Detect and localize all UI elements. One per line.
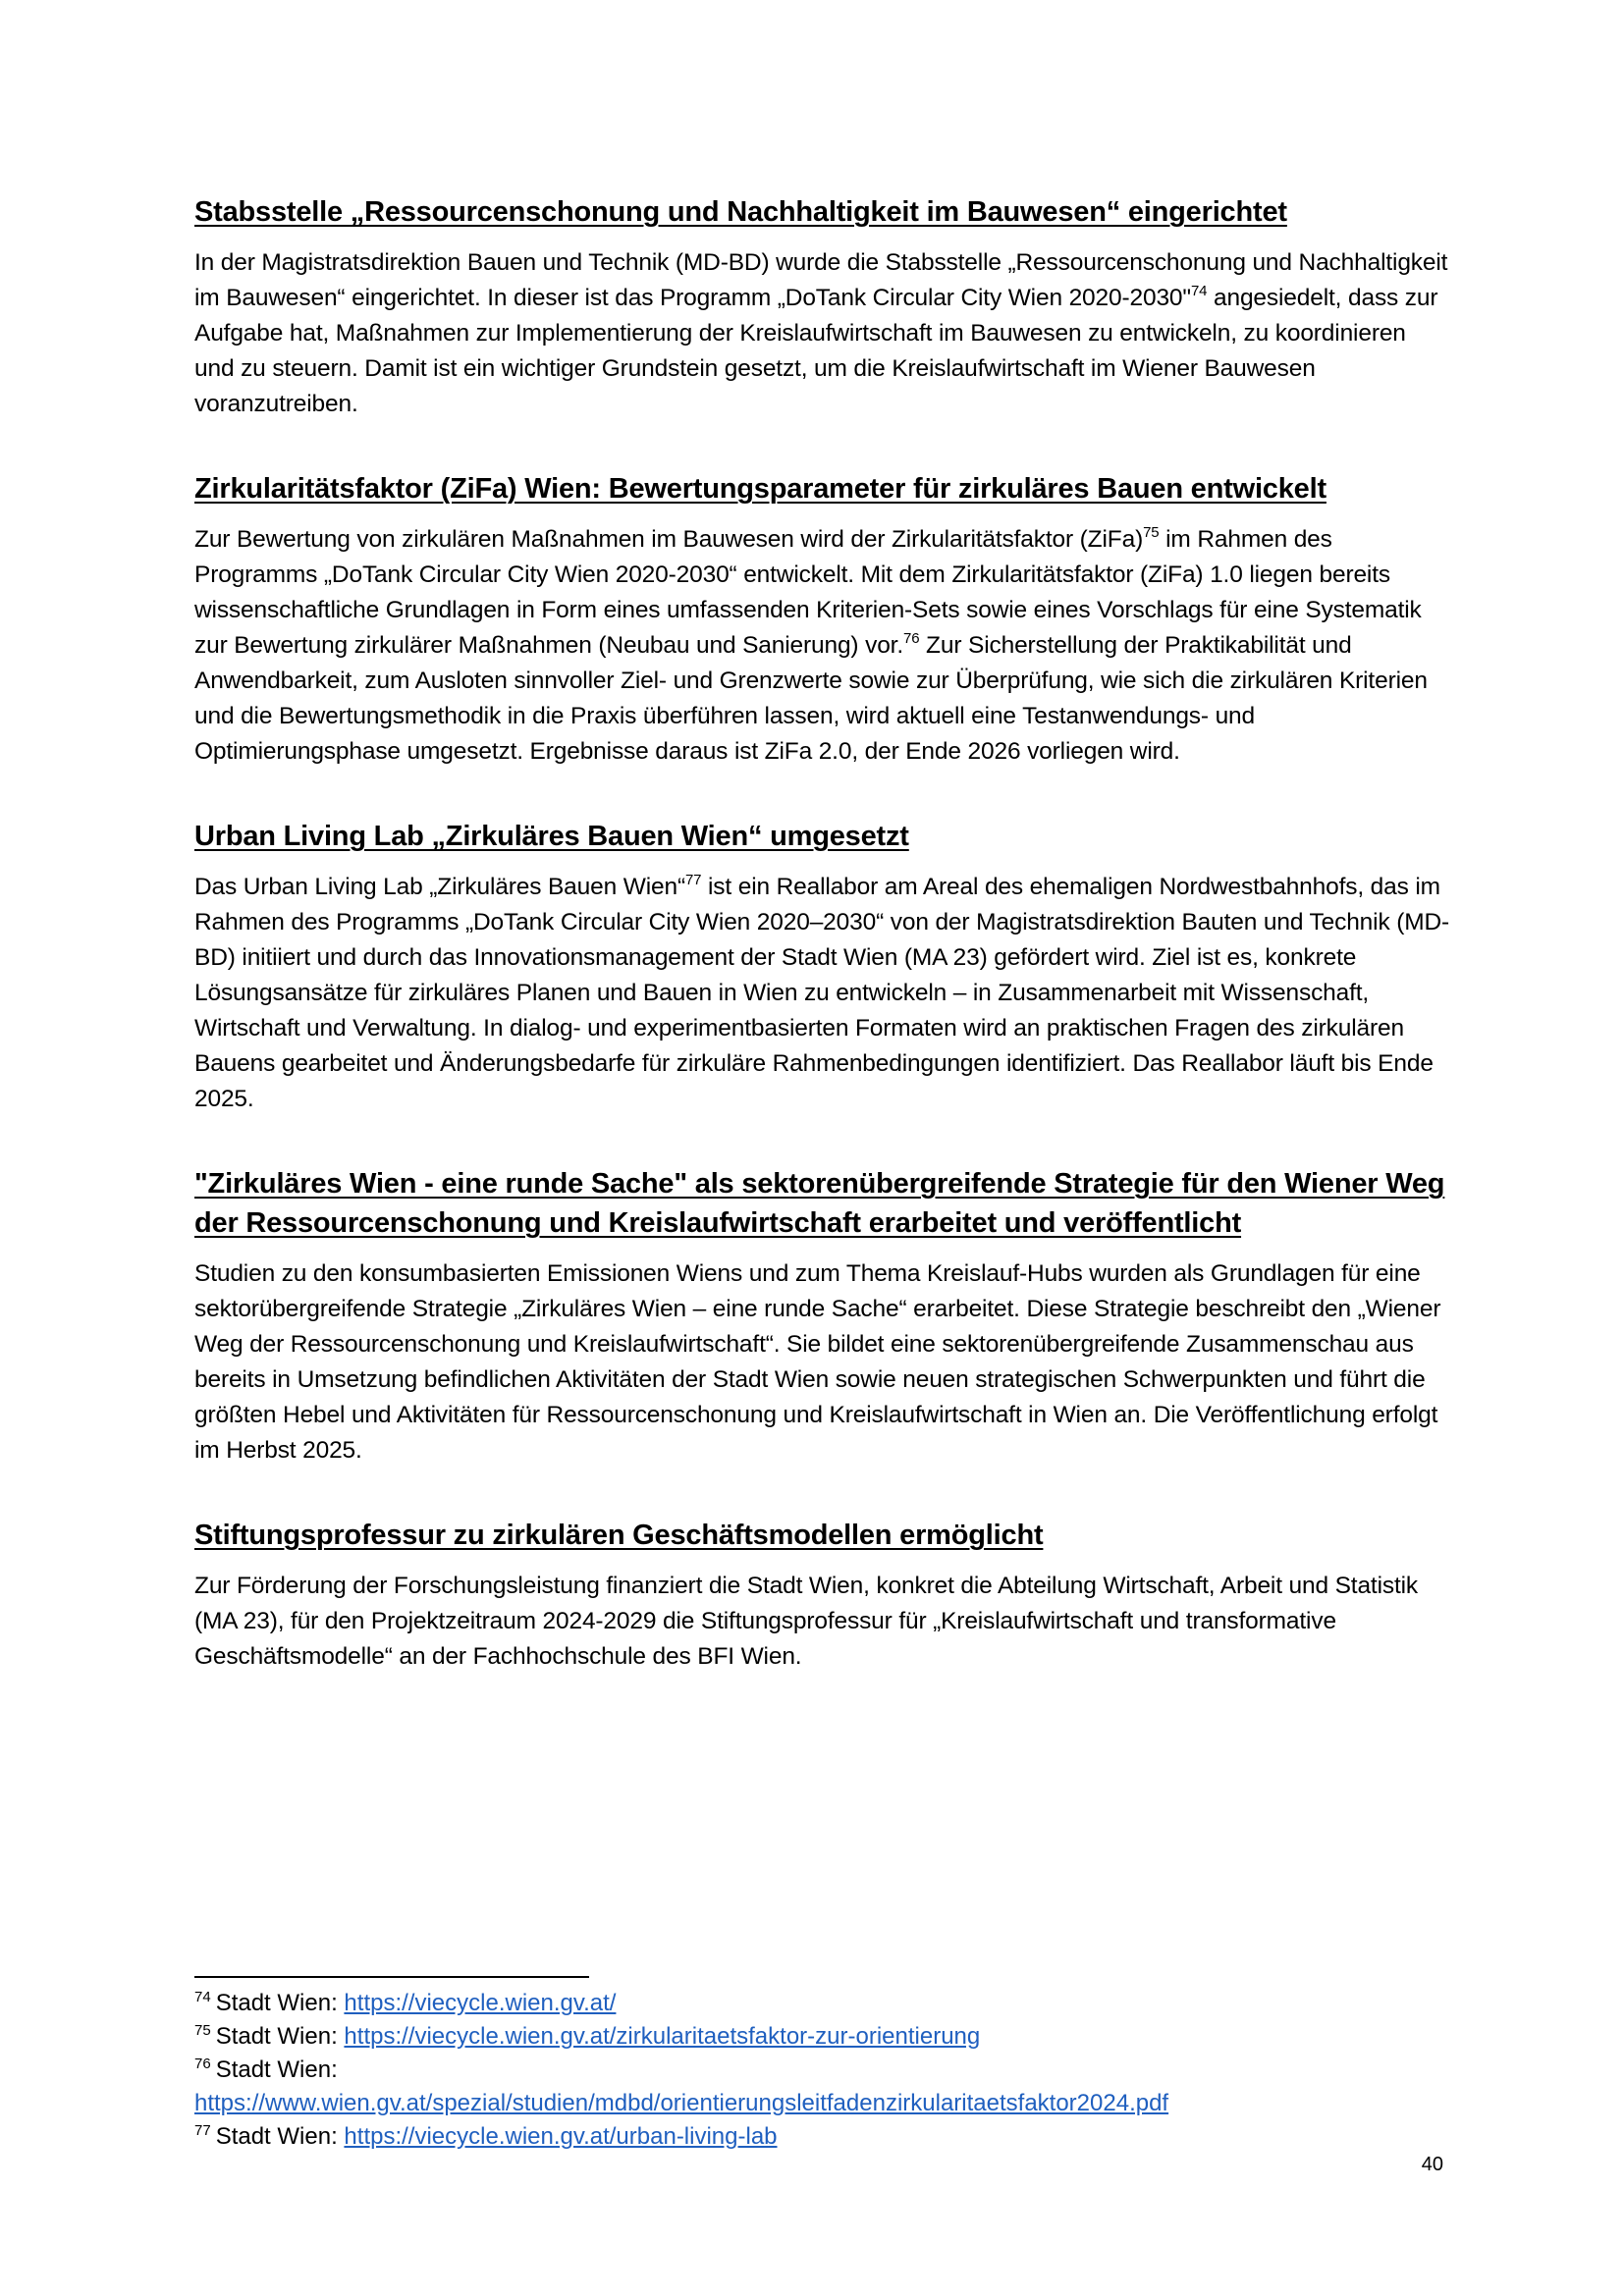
- footnote-link[interactable]: https://www.wien.gv.at/spezial/studien/mdbd/orientierungsleitfadenzirkularitaetsfaktor2024.pdf: [194, 2090, 1169, 2116]
- body-text: ist ein Reallabor am Areal des ehemaligen Nordwestbahnhofs, das im Rahmen des Programms „DoTank Circular City Wien 2020–2030“ von der Magistratsdirektion Bauten und Technik (MD-BD) initiiert und durch das Innovationsmanagement der Stadt Wien (MA 23) gefördert wird. Ziel ist es, konkrete Lösungsansätze für zirkuläres Planen und Bauen in Wien zu entwickeln – in Zusammenarbeit mit Wissenschaft, Wirtschaft und Verwaltung. In dialog- und experimentbasierten Formaten wird an praktischen Fragen des zirkulären Bauens gearbeitet und Änderungsbedarfe für zirkuläre Rahmenbedingungen identifiziert. Das Reallabor läuft bis Ende 2025.: [194, 874, 1450, 1112]
- footnote-label: Stadt Wien:: [215, 2023, 345, 2050]
- footnote-76: [194, 2054, 1461, 2087]
- section-heading: Stabsstelle „Ressourcenschonung und Nachhaltigkeit im Bauwesen“ eingerichtet: [194, 196, 1287, 228]
- body-text: Das Urban Living Lab „Zirkuläres Bauen Wien“: [194, 874, 685, 900]
- footnote-number: 77: [194, 2122, 211, 2139]
- section-zirkulaeres-wien: [194, 1164, 1451, 1468]
- footnote-ref[interactable]: 74: [1190, 283, 1208, 299]
- section-stiftungsprofessur: [194, 1516, 1451, 1675]
- section-stabsstelle: [194, 192, 1451, 422]
- body-text: Zur Sicherstellung der Praktikabilität und Anwendbarkeit, zum Ausloten sinnvoller Ziel- und Grenzwerte sowie zur Überprüfung, wie sich die zirkulären Kriterien und die Bewertungsmethodik in die Praxis überführen lassen, wird aktuell eine Testanwendungs- und Optimierungsphase umgesetzt. Ergebnisse daraus ist ZiFa 2.0, der Ende 2026 vorliegen wird.: [194, 632, 1428, 765]
- section-body: [194, 245, 1451, 422]
- footnote-number: 74: [194, 1989, 211, 2005]
- section-heading: Zirkularitätsfaktor (ZiFa) Wien: Bewertungsparameter für zirkuläres Bauen entwickelt: [194, 473, 1326, 505]
- page-content: [194, 192, 1451, 1675]
- body-text: Zur Bewertung von zirkulären Maßnahmen im Bauwesen wird der Zirkularitätsfaktor (ZiFa): [194, 526, 1144, 553]
- footnote-label: Stadt Wien:: [215, 1990, 345, 2016]
- section-heading: Urban Living Lab „Zirkuläres Bauen Wien“ umgesetzt: [194, 821, 909, 852]
- footnote-link[interactable]: https://viecycle.wien.gv.at/urban-living-lab: [344, 2123, 778, 2150]
- section-body: Studien zu den konsumbasierten Emissionen Wiens und zum Thema Kreislauf-Hubs wurden als Grundlagen für eine sektorübergreifende Strategie „Zirkuläres Wien – eine runde Sache“ erarbeitet. Diese Strategie beschreibt den „Wiener Weg der Ressourcenschonung und Kreislaufwirtschaft“. Sie bildet eine sektorenübergreifende Zusammenschau aus bereits in Umsetzung befindlichen Aktivitäten der Stadt Wien sowie neuen strategischen Schwerpunkten und führt die größten Hebel und Aktivitäten für Ressourcenschonung und Kreislaufwirtschaft in Wien an. Die Veröffentlichung erfolgt im Herbst 2025.: [194, 1260, 1441, 1464]
- section-body: [194, 522, 1451, 770]
- section-body: Zur Förderung der Forschungsleistung finanziert die Stadt Wien, konkret die Abteilung Wirtschaft, Arbeit und Statistik (MA 23), für den Projektzeitraum 2024-2029 die Stiftungsprofessur für „Kreislaufwirtschaft und transformative Geschäftsmodelle“ an der Fachhochschule des BFI Wien.: [194, 1573, 1419, 1670]
- footnote-74: [194, 1987, 1461, 2020]
- section-urban-living-lab: [194, 817, 1451, 1117]
- footnote-link[interactable]: https://viecycle.wien.gv.at/: [344, 1990, 617, 2016]
- section-heading: "Zirkuläres Wien - eine runde Sache" als sektorenübergreifende Strategie für den Wiener Weg der Ressourcenschonung und Kreislaufwirtschaft erarbeitet und veröffentlicht: [194, 1168, 1445, 1239]
- footnote-77: [194, 2120, 1461, 2154]
- footnote-number: 76: [194, 2056, 211, 2072]
- footnote-label: Stadt Wien:: [215, 2056, 338, 2083]
- footnote-76-link-line: [194, 2087, 1461, 2120]
- section-zifa: [194, 469, 1451, 770]
- footnote-number: 75: [194, 2022, 211, 2039]
- footnote-ref[interactable]: 76: [903, 630, 920, 647]
- body-text: im Rahmen des Programms „DoTank Circular City Wien 2020-2030“ entwickelt. Mit dem Zirkularitätsfaktor (ZiFa) 1.0 liegen bereits wissenschaftliche Grundlagen in Form eines umfassenden Kriterien-Sets sowie eines Vorschlags für eine Systematik zur Bewertung zirkulärer Maßnahmen (Neubau und Sanierung) vor.: [194, 526, 1422, 659]
- footnote-ref[interactable]: 75: [1143, 524, 1160, 541]
- body-text: In der Magistratsdirektion Bauen und Technik (MD-BD) wurde die Stabsstelle „Ressourcenschonung und Nachhaltigkeit im Bauwesen“ eingerichtet. In dieser ist das Programm „DoTank Circular City Wien 2020-2030": [194, 249, 1448, 311]
- footnote-separator: [194, 1976, 589, 1978]
- body-text: angesiedelt, dass zur Aufgabe hat, Maßnahmen zur Implementierung der Kreislaufwirtschaft im Bauwesen zu entwickeln, zu koordinieren und zu steuern. Damit ist ein wichtiger Grundstein gesetzt, um die Kreislaufwirtschaft im Wiener Bauwesen voranzutreiben.: [194, 285, 1438, 417]
- footnote-label: Stadt Wien:: [215, 2123, 345, 2150]
- footnote-ref[interactable]: 77: [684, 872, 702, 888]
- section-body: [194, 870, 1451, 1117]
- footnote-75: [194, 2020, 1461, 2054]
- footnotes: [194, 1987, 1461, 2154]
- section-heading: Stiftungsprofessur zu zirkulären Geschäftsmodellen ermöglicht: [194, 1520, 1044, 1551]
- page-number: 40: [1421, 2154, 1443, 2175]
- footnote-link[interactable]: https://viecycle.wien.gv.at/zirkularitaetsfaktor-zur-orientierung: [344, 2023, 981, 2050]
